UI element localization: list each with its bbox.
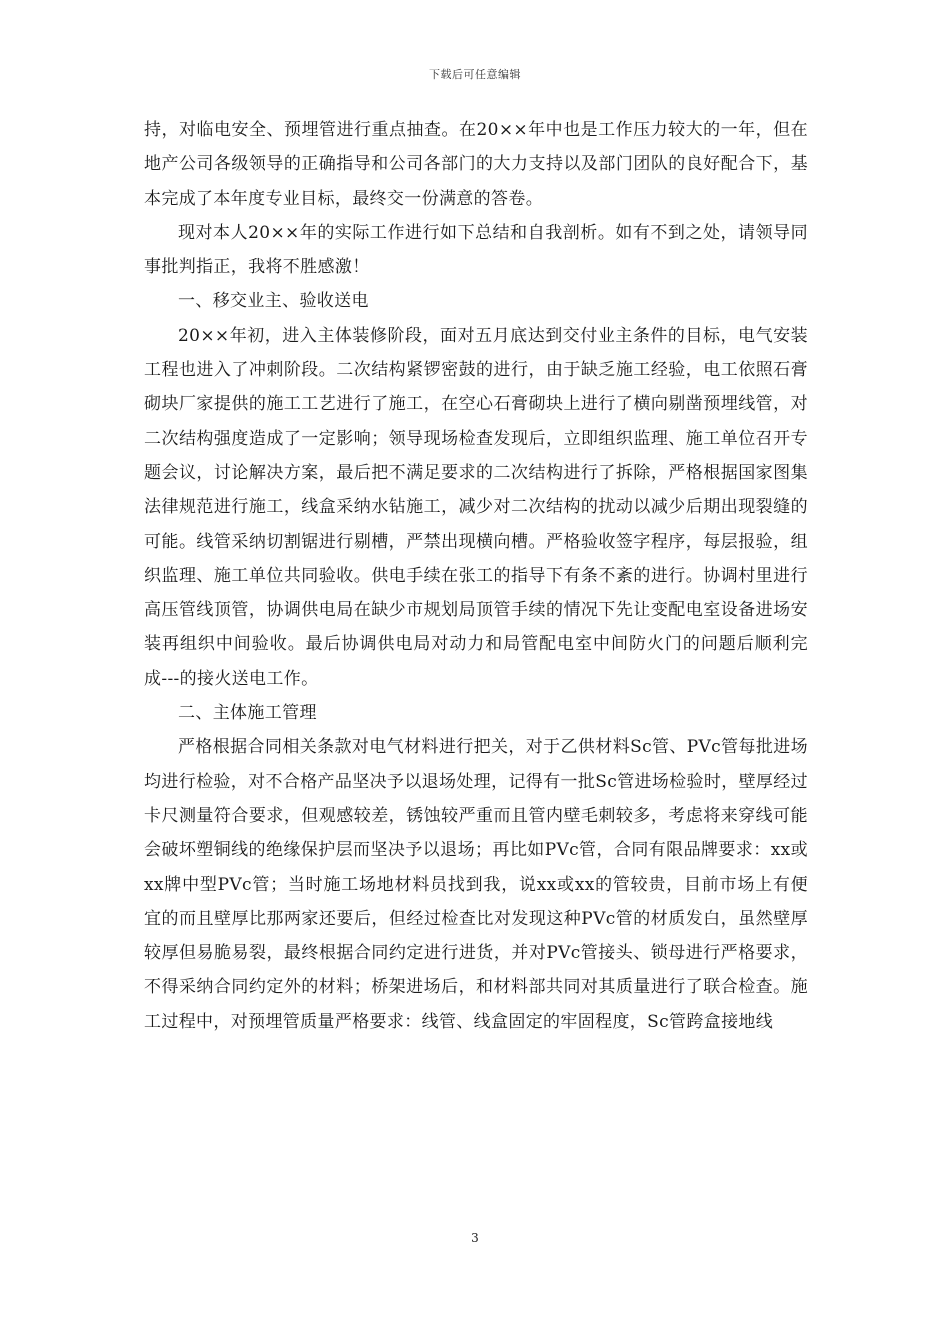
page-number: 3: [471, 1231, 479, 1245]
section-heading-1: 一、移交业主、验收送电: [178, 291, 369, 312]
paragraph-1: 持，对临电安全、预埋管进行重点抽查。在20××年中也是工作压力较大的一年，但在地产公司各级领导的正确指导和公司各部门的大力支持以及部门团队的良好配合下，基本完成了本年度专业目标，最终交一份满意的答卷。: [144, 120, 808, 209]
paragraph-3: 20××年初，进入主体装修阶段，面对五月底达到交付业主条件的目标，电气安装工程也进入了冲刺阶段。二次结构紧锣密鼓的进行，由于缺乏施工经验，电工依照石膏砌块厂家提供的施工工艺进行了施工，在空心石膏砌块上进行了横向剔凿预埋线管，对二次结构强度造成了一定影响；领导现场检查发现后，立即组织监理、施工单位召开专题会议，讨论解决方案，最后把不满足要求的二次结构进行了拆除，严格根据国家图集法律规范进行施工，线盒采纳水钻施工，减少对二次结构的扰动以减少后期出现裂缝的可能。线管采纳切割锯进行剔槽，严禁出现横向槽。严格验收签字程序，每层报验，组织监理、施工单位共同验收。供电手续在张工的指导下有条不紊的进行。协调村里进行高压管线顶管，协调供电局在缺少市规划局顶管手续的情况下先让变配电室设备进场安装再组织中间验收。最后协调供电局对动力和局管配电室中间防火门的问题后顺利完成---的接火送电工作。: [144, 325, 808, 689]
document-body: [144, 113, 808, 1039]
paragraph-2: 现对本人20××年的实际工作进行如下总结和自我剖析。如有不到之处，请领导同事批判指正，我将不胜感激！: [144, 222, 808, 278]
section-heading-2: 二、主体施工管理: [178, 703, 317, 724]
page-header: 下载后可任意编辑: [429, 68, 521, 81]
paragraph-4: 严格根据合同相关条款对电气材料进行把关，对于乙供材料Sc管、PVc管每批进场均进行检验，对不合格产品坚决予以退场处理，记得有一批Sc管进场检验时，壁厚经过卡尺测量符合要求，但观感较差，锈蚀较严重而且管内壁毛刺较多，考虑将来穿线可能会破坏塑铜线的绝缘保护层而坚决予以退场；再比如PVc管，合同有限品牌要求：xx或xx牌中型PVc管；当时施工场地材料员找到我，说xx或xx的管较贵，目前市场上有便宜的而且壁厚比那两家还要后，但经过检查比对发现这种PVc管的材质发白，虽然壁厚较厚但易脆易裂，最终根据合同约定进行进货，并对PVc管接头、锁母进行严格要求，不得采纳合同约定外的材料；桥架进场后，和材料部共同对其质量进行了联合检查。施工过程中，对预埋管质量严格要求：线管、线盒固定的牢固程度，Sc管跨盒接地线: [144, 737, 808, 1032]
